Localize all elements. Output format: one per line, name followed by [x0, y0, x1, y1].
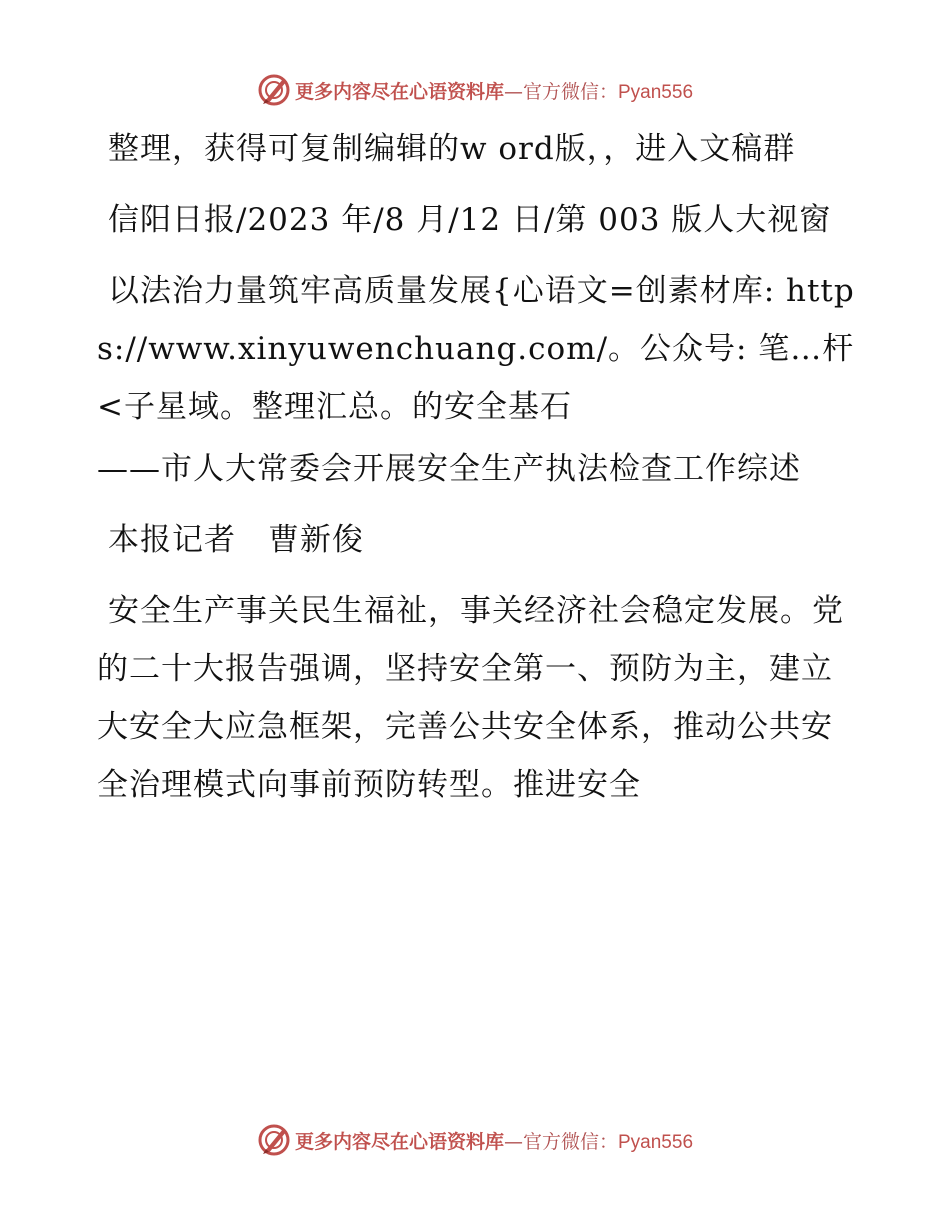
pen-logo-icon: [257, 73, 291, 107]
header-watermark-banner: [0, 72, 950, 108]
pen-logo-icon: [257, 1123, 291, 1157]
source-line: 信阳日报/2023 年/8 月/12 日/第 003 版人大视窗: [108, 202, 832, 238]
watermark-text: [295, 1127, 693, 1154]
watermark-wechat-label: —官方微信：: [503, 1130, 618, 1153]
footer-watermark-banner: [0, 1122, 950, 1158]
document-body: [97, 120, 857, 827]
article-title: 以法治力量筑牢高质量发展{心语文=创素材库: https://www.xinyuwenchuang.com/。公众号: 笔…杆<子星域。整理汇总。的安全基石: [97, 273, 855, 425]
article-subtitle: ——市人大常委会开展安全生产执法检查工作综述: [97, 451, 801, 487]
watermark-slogan: 更多内容尽在心语资料库: [294, 80, 504, 103]
watermark-wechat-label: —官方微信：: [503, 80, 618, 103]
body-paragraph: 安全生产事关民生福祉，事关经济社会稳定发展。党的二十大报告强调，坚持安全第一、预防为主，建立大安全大应急框架，完善公共安全体系，推动公共安全治理模式向事前预防转型。推进安全: [97, 593, 844, 803]
watermark-wechat-id: Pyan556: [618, 81, 694, 103]
watermark-wechat-id: Pyan556: [618, 1131, 694, 1153]
watermark-slogan: 更多内容尽在心语资料库: [294, 1130, 504, 1153]
intro-note: 整理，获得可复制编辑的w ord版，，进入文稿群: [108, 131, 796, 167]
watermark-text: [295, 77, 693, 104]
byline: 本报记者 曹新俊: [108, 522, 364, 558]
